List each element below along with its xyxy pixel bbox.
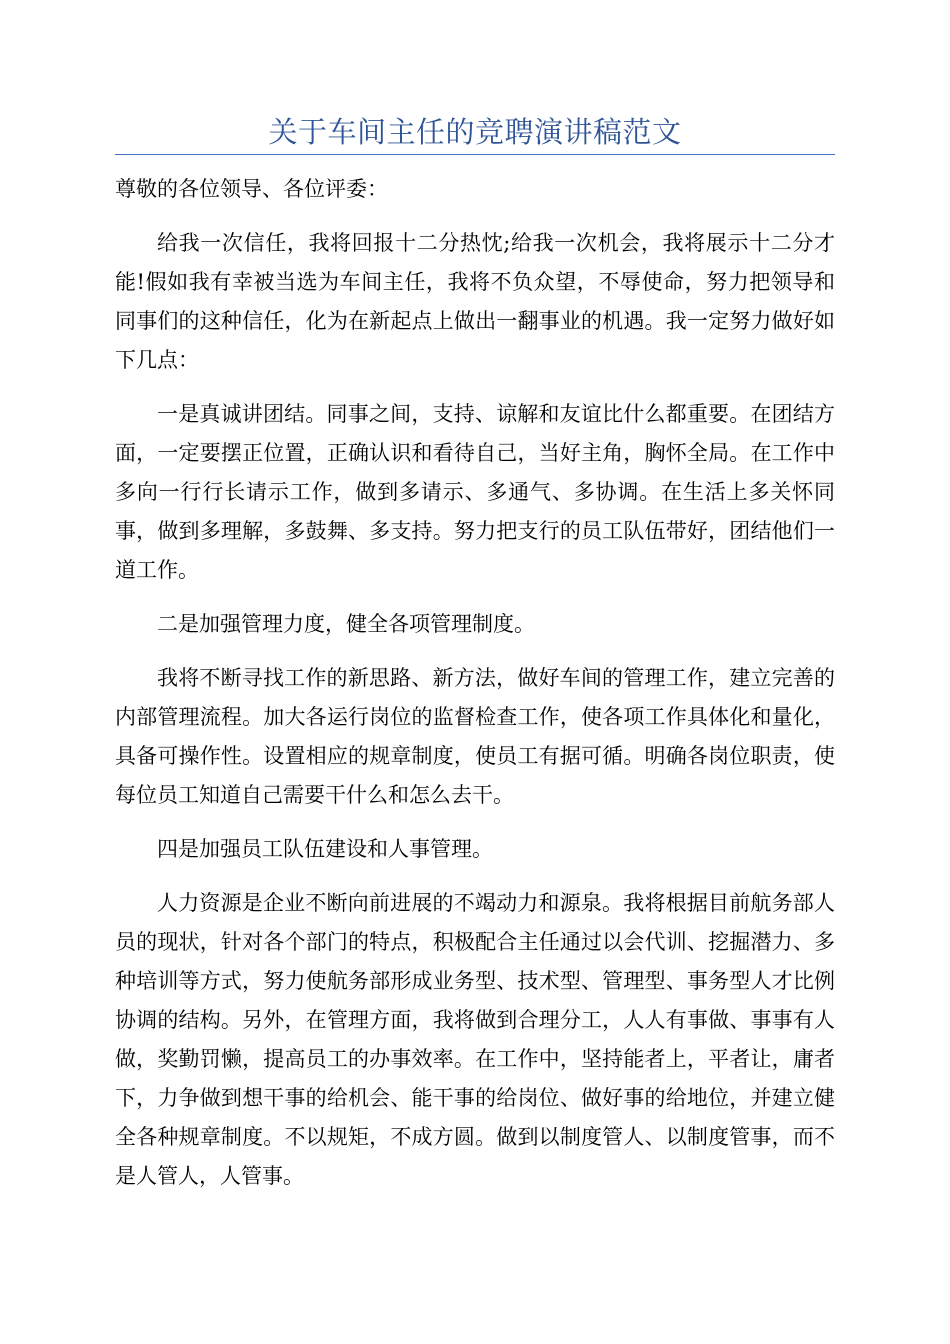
paragraph: 四是加强员工队伍建设和人事管理。	[157, 837, 493, 861]
paragraph: 人力资源是企业不断向前进展的不竭动力和源泉。我将根据目前航务部人员的现状，针对各个部门的特点，积极配合主任通过以会代训、挖掘潜力、多种培训等方式，努力使航务部形成业务型、技术型、管理型、事务型人才比例协调的结构。另外，在管理方面，我将做到合理分工，人人有事做、事事有人做，奖勤罚懒，提高员工的办事效率。在工作中，坚持能者上，平者让，庸者下，力争做到想干事的给机会、能干事的给岗位、做好事的给地位，并建立健全各种规章制度。不以规矩，不成方圆。做到以制度管人、以制度管事，而不是人管人，人管事。	[115, 891, 835, 1188]
paragraph: 给我一次信任，我将回报十二分热忱;给我一次机会，我将展示十二分才能!假如我有幸被当选为车间主任，我将不负众望，不辱使命，努力把领导和同事们的这种信任，化为在新起点上做出一翻事业的机遇。我一定努力做好如下几点：	[115, 231, 835, 372]
title-underline	[115, 154, 835, 155]
document-title: 关于车间主任的竞聘演讲稿范文	[268, 115, 682, 149]
paragraph: 二是加强管理力度，健全各项管理制度。	[157, 612, 535, 636]
paragraph: 我将不断寻找工作的新思路、新方法，做好车间的管理工作，建立完善的内部管理流程。加大各运行岗位的监督检查工作，使各项工作具体化和量化，具备可操作性。设置相应的规章制度，使员工有据可循。明确各岗位职责，使每位员工知道自己需要干什么和怎么去干。	[115, 666, 835, 807]
greeting: 尊敬的各位领导、各位评委：	[115, 177, 388, 201]
document-body	[115, 170, 835, 1211]
paragraph: 一是真诚讲团结。同事之间，支持、谅解和友谊比什么都重要。在团结方面，一定要摆正位置，正确认识和看待自己，当好主角，胸怀全局。在工作中多向一行行长请示工作，做到多请示、多通气、多协调。在生活上多关怀同事，做到多理解，多鼓舞、多支持。努力把支行的员工队伍带好，团结他们一道工作。	[115, 402, 835, 582]
